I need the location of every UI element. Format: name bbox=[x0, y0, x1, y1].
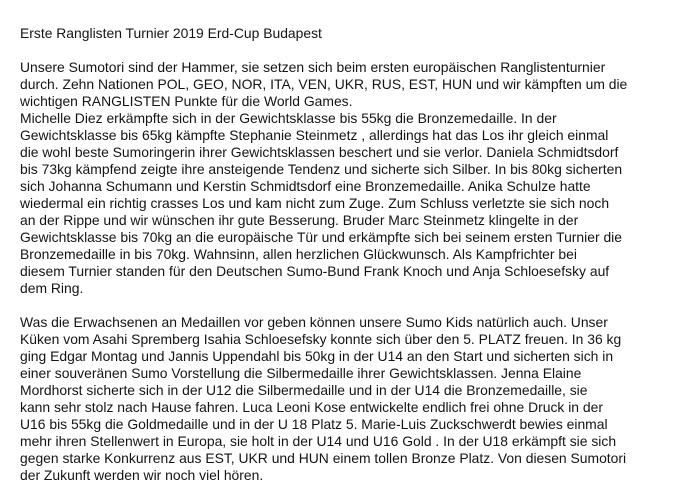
text-line: Gewichtsklasse bis 70kg an die europäische Tür und erkämpfte sich bei seinem ersten Turnier die bbox=[20, 229, 622, 245]
text-line: diesem Turnier standen für den Deutschen Sumo-Bund Frank Knoch und Anja Schloesefsky auf bbox=[20, 263, 610, 279]
text-line: durch. Zehn Nationen POL, GEO, NOR, ITA, VEN, UKR, RUS, EST, HUN und wir kämpften um die bbox=[20, 76, 628, 92]
document-title: Erste Ranglisten Turnier 2019 Erd-Cup Budapest bbox=[20, 25, 322, 41]
text-line: sich Johanna Schumann und Kerstin Schmidtsdorf eine Bronzemedaille. Anika Schulze hatte bbox=[20, 178, 591, 194]
text-line: Was die Erwachsenen an Medaillen vor geben können unsere Sumo Kids natürlich auch. Unser bbox=[20, 314, 608, 330]
text-line: an der Rippe und wir wünschen ihr gute Besserung. Bruder Marc Steinmetz klingelte in der bbox=[20, 212, 579, 228]
text-line: Gewichtsklasse bis 65kg kämpfte Stephanie Steinmetz , allerdings hat das Los ihr gleich einmal bbox=[20, 127, 609, 143]
text-line: wichtigen RANGLISTEN Punkte für die World Games. bbox=[20, 93, 353, 109]
text-line: die wohl beste Sumoringerin ihrer Gewichtsklassen beschert und sie verlor. Daniela Schmidtsdorf bbox=[20, 144, 619, 160]
text-line: gegen starke Konkurrenz aus EST, UKR und HUN einem tollen Bronze Platz. Von diesen Sumotori bbox=[20, 450, 627, 466]
text-line: Unsere Sumotori sind der Hammer, sie setzen sich beim ersten europäischen Ranglistenturnier bbox=[20, 59, 606, 75]
text-line: Mordhorst sicherte sich in der U12 die Silbermedaille und in der U14 die Bronzemedaille, sie bbox=[20, 382, 588, 398]
text-line: bis 73kg kämpfend zeigte ihre ansteigende Tendenz und sicherte sich Silber. In bis 80kg sicherten bbox=[20, 161, 623, 177]
text-line: mehr ihren Stellenwert in Europa, sie holt in der U14 und U16 Gold . In der U18 erkämpft sie sich bbox=[20, 433, 617, 449]
document bbox=[20, 25, 678, 501]
text-line: wiedermal ein richtig crasses Los und kam nicht zum Zuge. Zum Schluss verletzte sie sich noch bbox=[20, 195, 610, 211]
paragraph-kids bbox=[20, 314, 678, 484]
paragraph-adults bbox=[20, 59, 678, 297]
text-line: Küken vom Asahi Spremberg Isahia Schloesefsky konnte sich über den 5. PLATZ freuen. In 36 kg bbox=[20, 331, 622, 347]
text-line: kann sehr stolz nach Hause fahren. Luca Leoni Kose entwickelte endlich frei ohne Druck in der bbox=[20, 399, 603, 415]
text-line: dem Ring. bbox=[20, 280, 84, 296]
text-line: der Zukunft werden wir noch viel hören. bbox=[20, 467, 264, 483]
text-line: Bronzemedaille in bis 70kg. Wahnsinn, allen herzlichen Glückwunsch. Als Kampfrichter bei bbox=[20, 246, 577, 262]
text-line: Michelle Diez erkämpfte sich in der Gewichtsklasse bis 55kg die Bronzemedaille. In der bbox=[20, 110, 557, 126]
text-line: ging Edgar Montag und Jannis Uppendahl bis 50kg in der U14 an den Start und sicherten sich in bbox=[20, 348, 614, 364]
text-line: einer souveränen Sumo Vorstellung die Silbermedaille ihrer Gewichtsklassen. Jenna Elaine bbox=[20, 365, 582, 381]
text-line: U16 bis 55kg die Goldmedaille und in der U 18 Platz 5. Marie-Luis Zuckschwerdt bewies einmal bbox=[20, 416, 608, 432]
